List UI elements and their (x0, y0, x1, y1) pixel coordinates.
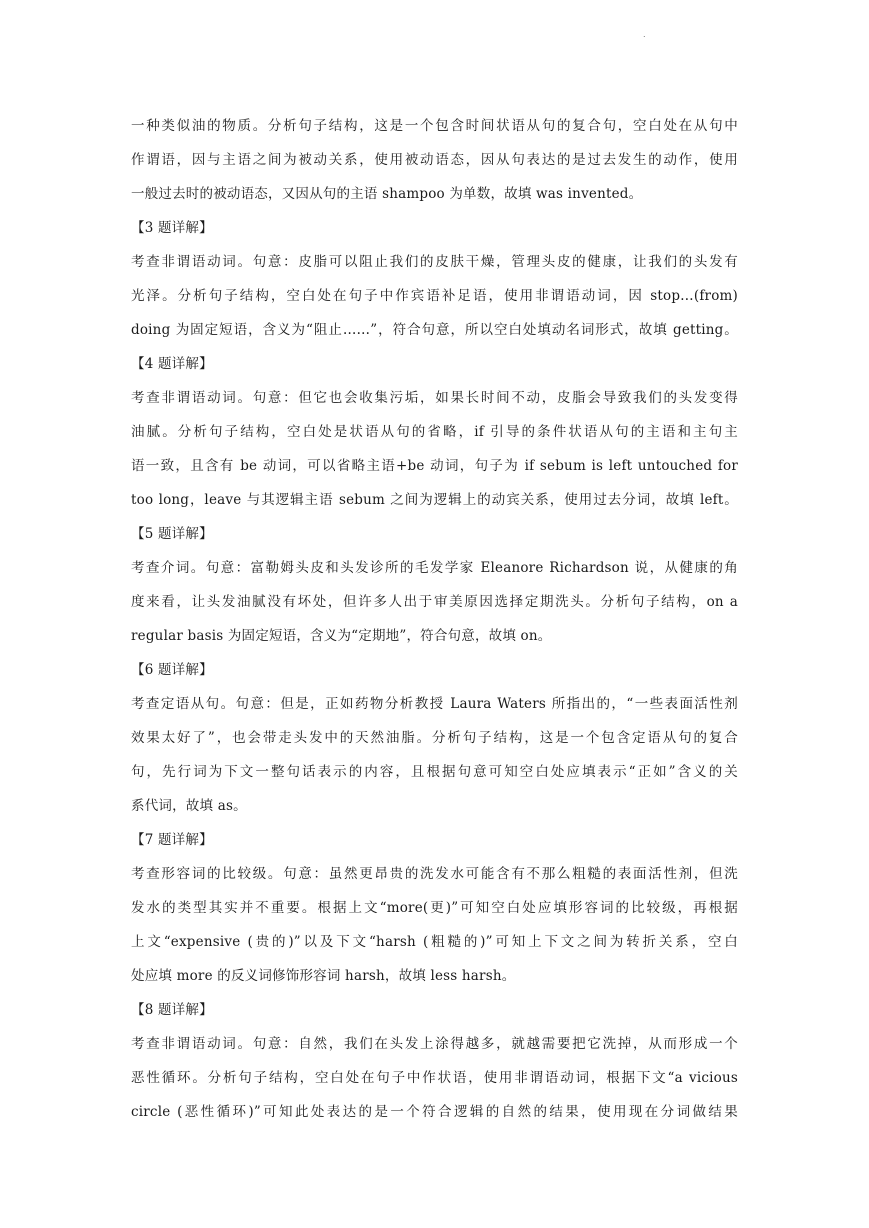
text-line: 处应填 more 的反义词修饰形容词 harsh，故填 less harsh。 (131, 968, 516, 984)
text-line: 效果太好了”，也会带走头发中的天然油脂。分析句子结构，这是一个包含定语从句的复合 (131, 730, 738, 746)
text-line: 考查介词。句意：富勒姆头皮和头发诊所的毛发学家 Eleanore Richardson 说，从健康的角 (131, 560, 738, 576)
text-line: regular basis 为固定短语，含义为“定期地”，符合句意，故填 on。 (131, 628, 552, 644)
text-line: 语一致，且含有 be 动词，可以省略主语+be 动词，句子为 if sebum is left untouched for (131, 458, 738, 474)
text-line: 恶性循环。分析句子结构，空白处在句子中作状语，使用非谓语动词，根据下文“a vicious (131, 1070, 738, 1086)
text-line: 考查非谓语动词。句意：自然，我们在头发上涂得越多，就越需要把它洗掉，从而形成一个 (131, 1036, 738, 1052)
section-heading: 【8 题详解】 (131, 1002, 213, 1018)
text-line: 考查非谓语动词。句意：皮脂可以阻止我们的皮肤干燥，管理头皮的健康，让我们的头发有 (131, 254, 738, 270)
text-line: 考查形容词的比较级。句意：虽然更昂贵的洗发水可能含有不那么粗糙的表面活性剂，但洗 (131, 866, 738, 882)
text-line: 度来看，让头发油腻没有坏处，但许多人出于审美原因选择定期洗头。分析句子结构，on a (131, 594, 738, 610)
text-line: 一种类似油的物质。分析句子结构，这是一个包含时间状语从句的复合句，空白处在从句中 (131, 118, 738, 134)
text-line: 上文“expensive (贵的)”以及下文“harsh (粗糙的)”可知上下文之间为转折关系，空白 (131, 934, 738, 950)
text-line: 考查非谓语动词。句意：但它也会收集污垢，如果长时间不动，皮脂会导致我们的头发变得 (131, 390, 738, 406)
text-line: 作谓语，因与主语之间为被动关系，使用被动语态，因从句表达的是过去发生的动作，使用 (131, 152, 738, 168)
text-line: 光泽。分析句子结构，空白处在句子中作宾语补足语，使用非谓语动词，因 stop…(from) (131, 288, 738, 304)
section-heading: 【6 题详解】 (131, 662, 213, 678)
text-line: too long，leave 与其逻辑主语 sebum 之间为逻辑上的动宾关系，使用过去分词，故填 left。 (131, 492, 738, 508)
text-line: doing 为固定短语，含义为“阻止……”，符合句意，所以空白处填动名词形式，故填 getting。 (131, 322, 738, 338)
section-heading: 【7 题详解】 (131, 832, 213, 848)
section-heading: 【4 题详解】 (131, 356, 213, 372)
text-line: 油腻。分析句子结构，空白处是状语从句的省略，if 引导的条件状语从句的主语和主句主 (131, 424, 738, 440)
text-line: circle (恶性循环)”可知此处表达的是一个符合逻辑的自然的结果，使用现在分词做结果 (131, 1104, 738, 1120)
section-heading: 【5 题详解】 (131, 526, 213, 542)
text-line: 发水的类型其实并不重要。根据上文“more(更)”可知空白处应填形容词的比较级，再根据 (131, 900, 738, 916)
text-line: 一般过去时的被动语态，又因从句的主语 shampoo 为单数，故填 was invented。 (131, 186, 643, 202)
text-line: 考查定语从句。句意：但是，正如药物分析教授 Laura Waters 所指出的，“一些表面活性剂 (131, 696, 738, 712)
page-top-mark: . (643, 30, 646, 39)
section-heading: 【3 题详解】 (131, 220, 213, 236)
document-body (131, 109, 738, 1129)
text-line: 系代词，故填 as。 (131, 798, 247, 814)
text-line: 句，先行词为下文一整句话表示的内容，且根据句意可知空白处应填表示“正如”含义的关 (131, 764, 738, 780)
